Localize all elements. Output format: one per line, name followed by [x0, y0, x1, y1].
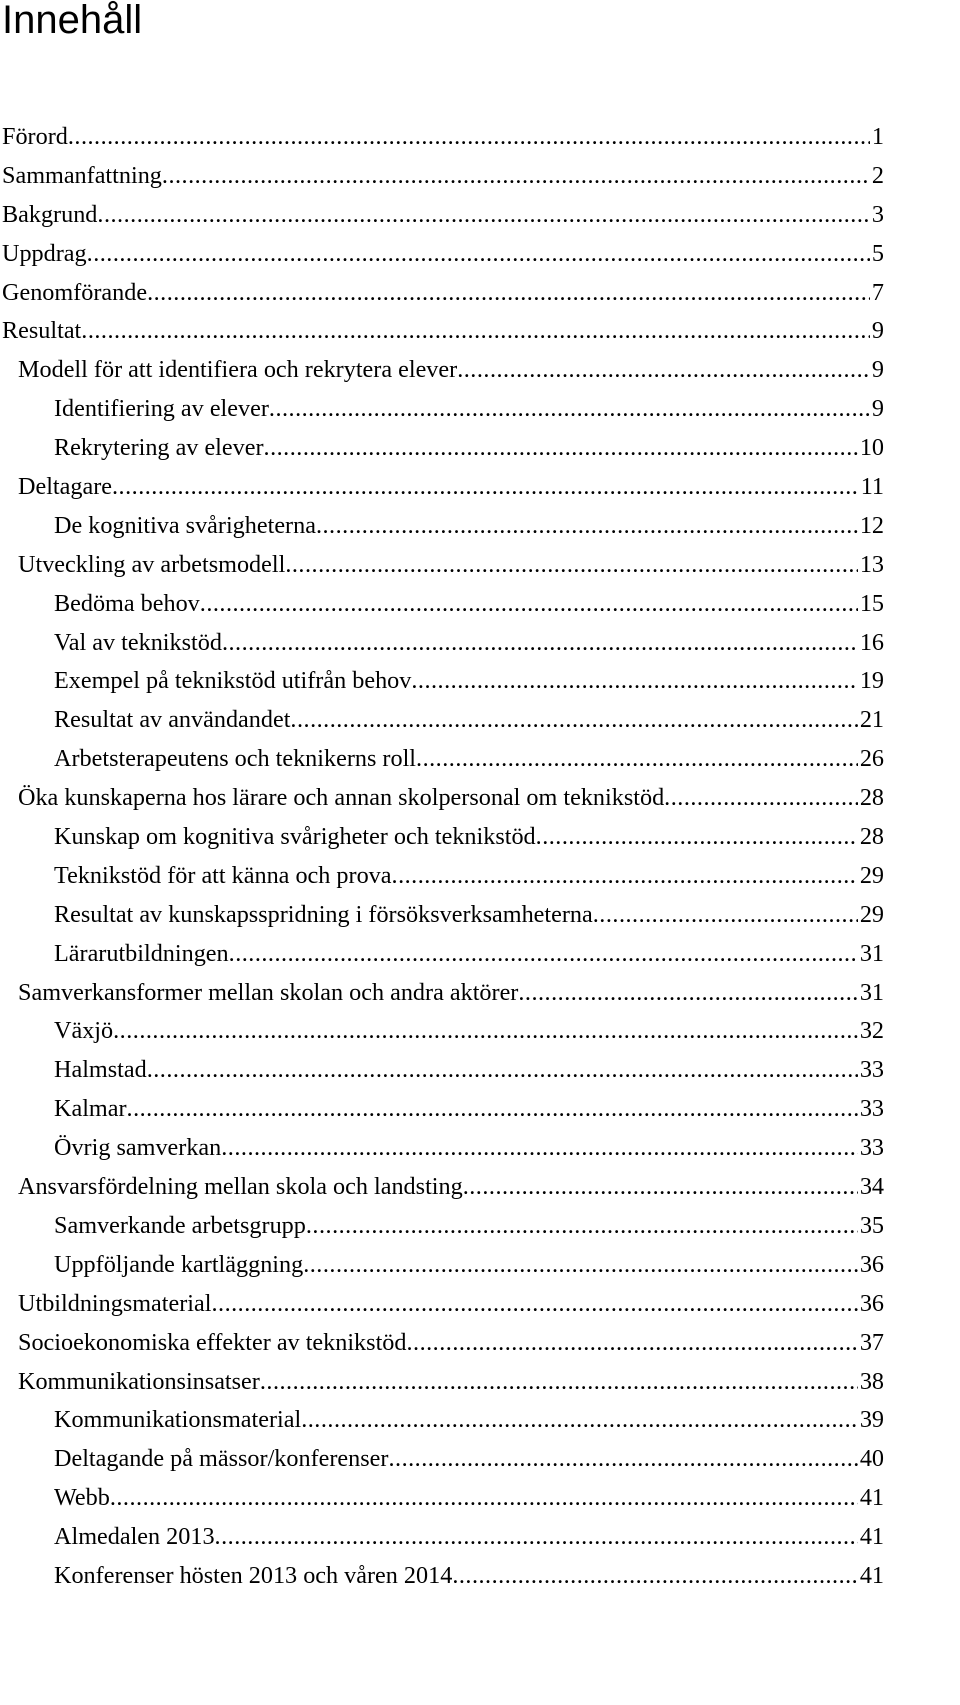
toc-entry-page-number: 13	[859, 550, 884, 578]
toc-entry-title: Uppdrag	[2, 239, 87, 267]
toc-entry-title: De kognitiva svårigheterna	[54, 511, 316, 539]
toc-entry[interactable]	[0, 196, 884, 235]
toc-entry-page-number: 33	[859, 1095, 884, 1123]
toc-dot-leader	[518, 974, 857, 1013]
toc-entry-title: Samverkande arbetsgrupp	[54, 1211, 306, 1239]
toc-entry[interactable]	[0, 1207, 884, 1246]
toc-entry[interactable]	[0, 118, 884, 157]
toc-entry-page-number: 3	[871, 200, 884, 228]
toc-entry-title: Resultat av kunskapsspridning i försöksverksamheterna	[54, 900, 593, 928]
toc-entry-title: Sammanfattning	[2, 161, 162, 189]
toc-dot-leader	[290, 701, 857, 740]
toc-dot-leader	[127, 1090, 858, 1129]
toc-entry-title: Identifiering av elever	[54, 395, 269, 423]
toc-entry-title: Ansvarsfördelning mellan skola och landsting	[18, 1173, 463, 1201]
toc-entry[interactable]	[0, 1051, 884, 1090]
toc-entry-page-number: 36	[859, 1289, 884, 1317]
toc-dot-leader	[388, 1440, 857, 1479]
toc-entry[interactable]	[0, 1401, 884, 1440]
toc-entry-title: Almedalen 2013	[54, 1523, 215, 1551]
toc-dot-leader	[97, 196, 870, 235]
toc-dot-leader	[316, 507, 858, 546]
toc-entry-page-number: 40	[859, 1445, 884, 1473]
toc-entry-title: Kommunikationsinsatser	[18, 1367, 260, 1395]
toc-entry[interactable]	[0, 1479, 884, 1518]
toc-entry-page-number: 38	[859, 1367, 884, 1395]
toc-dot-leader	[664, 779, 858, 818]
toc-dot-leader	[463, 1168, 858, 1207]
toc-entry-title: Växjö	[54, 1017, 114, 1045]
toc-entry-title: Utveckling av arbetsmodell	[18, 550, 286, 578]
toc-entry-title: Webb	[54, 1484, 110, 1512]
toc-entry[interactable]	[0, 312, 884, 351]
toc-entry-title: Förord	[2, 123, 68, 150]
toc-entry-page-number: 32	[859, 1017, 884, 1045]
toc-entry-page-number: 33	[859, 1134, 884, 1162]
toc-entry-title: Exempel på teknikstöd utifrån behov	[54, 667, 412, 695]
table-of-contents	[0, 118, 884, 1596]
toc-entry-title: Arbetsterapeutens och teknikerns roll	[54, 745, 417, 773]
toc-entry-page-number: 9	[871, 395, 884, 423]
toc-dot-leader	[416, 740, 858, 779]
toc-entry-title: Teknikstöd för att känna och prova	[54, 861, 392, 889]
toc-entry-title: Kommunikationsmaterial	[54, 1406, 302, 1434]
toc-entry-page-number: 12	[859, 511, 884, 539]
toc-dot-leader	[215, 1518, 858, 1557]
toc-entry-title: Lärarutbildningen	[54, 939, 229, 967]
toc-entry[interactable]	[0, 779, 884, 818]
toc-entry[interactable]	[0, 896, 884, 935]
toc-entry[interactable]	[0, 1168, 884, 1207]
toc-entry-title: Bedöma behov	[54, 589, 200, 617]
toc-entry-page-number: 28	[859, 784, 884, 812]
toc-entry-page-number: 19	[859, 667, 884, 695]
toc-entry-page-number: 34	[859, 1173, 884, 1201]
toc-entry-page-number: 28	[859, 823, 884, 851]
toc-entry[interactable]	[0, 1246, 884, 1285]
toc-entry[interactable]	[0, 1518, 884, 1557]
toc-entry-title: Övrig samverkan	[54, 1134, 222, 1162]
toc-dot-leader	[147, 1051, 858, 1090]
toc-entry-title: Samverkansformer mellan skolan och andra aktörer	[18, 978, 519, 1006]
toc-dot-leader	[457, 351, 870, 390]
toc-entry-page-number: 41	[859, 1561, 884, 1589]
toc-entry-title: Kalmar	[54, 1095, 127, 1123]
toc-dot-leader	[452, 1557, 858, 1596]
toc-entry-title: Resultat av användandet	[54, 706, 291, 734]
toc-dot-leader	[264, 429, 858, 468]
toc-entry-page-number: 1	[871, 123, 884, 150]
toc-entry-page-number: 7	[871, 278, 884, 306]
toc-entry[interactable]	[0, 1363, 884, 1402]
toc-entry-title: Öka kunskaperna hos lärare och annan skolpersonal om teknikstöd	[18, 784, 665, 812]
toc-entry[interactable]	[0, 857, 884, 896]
toc-entry[interactable]	[0, 701, 884, 740]
toc-entry[interactable]	[0, 1012, 884, 1051]
toc-dot-leader	[162, 157, 870, 196]
toc-dot-leader	[211, 1285, 857, 1324]
toc-entry-page-number: 10	[859, 434, 884, 462]
toc-dot-leader	[406, 1324, 857, 1363]
toc-entry[interactable]	[0, 1440, 884, 1479]
toc-entry-title: Genomförande	[2, 278, 148, 306]
toc-entry-page-number: 31	[859, 978, 884, 1006]
toc-entry-page-number: 29	[859, 861, 884, 889]
toc-entry[interactable]	[0, 974, 884, 1013]
toc-entry-page-number: 37	[859, 1328, 884, 1356]
toc-entry-page-number: 11	[860, 473, 884, 501]
toc-dot-leader	[112, 468, 859, 507]
toc-entry-title: Socioekonomiska effekter av teknikstöd	[18, 1328, 407, 1356]
toc-entry[interactable]	[0, 662, 884, 701]
toc-dot-leader	[536, 818, 858, 857]
toc-entry-title: Konferenser hösten 2013 och våren 2014	[54, 1561, 453, 1589]
toc-entry[interactable]	[0, 429, 884, 468]
toc-dot-leader	[269, 390, 870, 429]
toc-entry-title: Kunskap om kognitiva svårigheter och teknikstöd	[54, 823, 536, 851]
toc-entry[interactable]	[0, 1129, 884, 1168]
toc-entry-title: Bakgrund	[2, 200, 98, 228]
toc-entry-title: Rekrytering av elever	[54, 434, 264, 462]
toc-dot-leader	[147, 274, 870, 313]
toc-entry-title: Uppföljande kartläggning	[54, 1250, 304, 1278]
toc-entry-title: Deltagande på mässor/konferenser	[54, 1445, 389, 1473]
toc-entry[interactable]	[0, 507, 884, 546]
toc-entry-page-number: 41	[859, 1523, 884, 1551]
toc-entry[interactable]	[0, 818, 884, 857]
toc-entry-title: Resultat	[2, 317, 82, 345]
toc-dot-leader	[110, 1479, 858, 1518]
toc-entry-title: Val av teknikstöd	[54, 628, 222, 656]
toc-dot-leader	[200, 585, 858, 624]
toc-dot-leader	[593, 896, 858, 935]
toc-entry[interactable]	[0, 1324, 884, 1363]
toc-entry-page-number: 16	[859, 628, 884, 656]
toc-dot-leader	[411, 662, 857, 701]
toc-entry[interactable]	[0, 390, 884, 429]
toc-entry-page-number: 29	[859, 900, 884, 928]
toc-entry-page-number: 5	[871, 239, 884, 267]
toc-entry[interactable]	[0, 546, 884, 585]
toc-entry-title: Modell för att identifiera och rekrytera elever	[18, 356, 458, 384]
toc-dot-leader	[81, 312, 870, 351]
toc-dot-leader	[221, 1129, 858, 1168]
toc-entry-page-number: 31	[859, 939, 884, 967]
toc-dot-leader	[392, 857, 858, 896]
toc-entry-page-number: 39	[859, 1406, 884, 1434]
toc-dot-leader	[260, 1363, 858, 1402]
toc-entry-page-number: 9	[871, 317, 884, 345]
toc-entry[interactable]	[0, 351, 884, 390]
toc-entry[interactable]	[0, 468, 884, 507]
toc-entry[interactable]	[0, 1285, 884, 1324]
toc-dot-leader	[306, 1207, 858, 1246]
toc-dot-leader	[113, 1012, 858, 1051]
toc-entry-page-number: 35	[859, 1211, 884, 1239]
page-title: Innehåll	[2, 0, 143, 42]
toc-entry[interactable]	[0, 585, 884, 624]
toc-dot-leader	[222, 624, 858, 663]
toc-dot-leader	[301, 1401, 858, 1440]
toc-entry[interactable]	[0, 1557, 884, 1596]
toc-entry-page-number: 21	[859, 706, 884, 734]
toc-entry-page-number: 15	[859, 589, 884, 617]
toc-entry[interactable]	[0, 935, 884, 974]
toc-entry[interactable]	[0, 235, 884, 274]
toc-entry-page-number: 2	[871, 161, 884, 189]
toc-dot-leader	[87, 235, 870, 274]
toc-entry-page-number: 9	[871, 356, 884, 384]
toc-dot-leader	[285, 546, 857, 585]
toc-entry-title: Deltagare	[18, 473, 112, 501]
toc-entry[interactable]	[0, 274, 884, 313]
toc-entry-title: Utbildningsmaterial	[18, 1289, 212, 1317]
toc-dot-leader	[303, 1246, 858, 1285]
toc-entry-page-number: 33	[859, 1056, 884, 1084]
toc-dot-leader	[229, 935, 858, 974]
toc-entry-page-number: 36	[859, 1250, 884, 1278]
toc-entry[interactable]	[0, 157, 884, 196]
toc-entry[interactable]	[0, 1090, 884, 1129]
toc-entry-page-number: 26	[859, 745, 884, 773]
toc-entry-page-number: 41	[859, 1484, 884, 1512]
toc-entry-title: Halmstad	[54, 1056, 147, 1084]
toc-dot-leader	[68, 118, 870, 157]
toc-entry[interactable]	[0, 740, 884, 779]
toc-entry[interactable]	[0, 624, 884, 663]
